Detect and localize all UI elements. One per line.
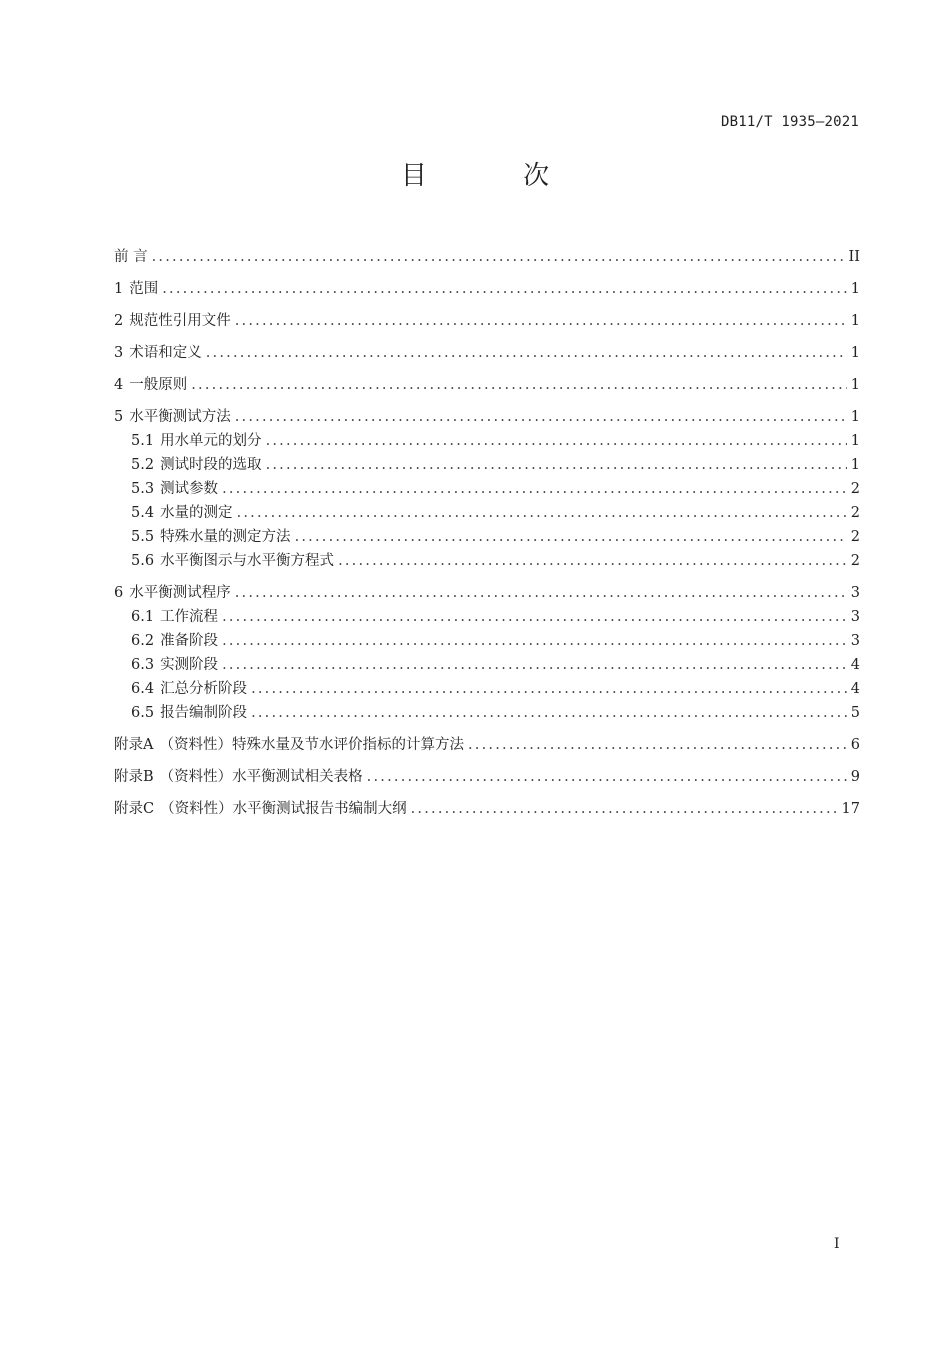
toc-entry-number: 附录B [114,769,154,785]
toc-leader-dots [367,765,847,789]
toc-entry-text: 水平衡测试程序 [129,585,231,601]
toc-entry-text: （资料性）水平衡测试报告书编制大纲 [160,801,407,817]
toc-entry-text: 报告编制阶段 [160,705,248,721]
toc-entry-text: 用水单元的划分 [160,433,262,449]
document-code: DB11/T 1935—2021 [720,114,859,130]
toc-entry[interactable] [114,733,860,757]
toc-entry-number: 6.2 [131,633,155,649]
toc-entry[interactable] [114,501,860,525]
toc-entry-label [131,453,262,477]
toc-entry-page: 3 [850,633,860,649]
toc-entry-text: 实测阶段 [160,657,219,673]
toc-entry-text: 术语和定义 [129,345,202,361]
toc-entry-page: 3 [850,585,860,601]
toc-entry-page: 17 [841,801,860,817]
toc-entry[interactable] [114,701,860,725]
toc-entry-page: 4 [850,681,860,697]
toc-entry-number: 2 [114,313,124,329]
toc-entry[interactable] [114,405,860,429]
toc-entry-label [114,309,231,333]
toc-entry[interactable] [114,797,860,821]
toc-entry-number: 5.6 [131,553,155,569]
toc-entry-page: 5 [850,705,860,721]
toc-entry[interactable] [114,309,860,333]
toc-entry-label [131,501,233,525]
toc-entry-text: （资料性）水平衡测试相关表格 [159,769,363,785]
toc-entry-page: 2 [850,481,860,497]
toc-leader-dots [237,501,847,525]
toc-entry-number: 1 [114,281,124,297]
toc-entry[interactable] [114,549,860,573]
toc-entry-number: 6.3 [131,657,155,673]
page-number: I [834,1236,840,1252]
toc-entry[interactable] [114,245,860,269]
toc-entry-label [114,765,363,789]
toc-entry-page: 1 [850,409,860,425]
toc-leader-dots [222,605,847,629]
toc-entry-text: （资料性）特殊水量及节水评价指标的计算方法 [159,737,464,753]
toc-entry-page: 1 [850,457,860,473]
toc-entry-number: 附录C [114,801,155,817]
toc-entry-label [131,477,218,501]
toc-entry-text: 规范性引用文件 [129,313,231,329]
toc-entry-number: 6.4 [131,681,155,697]
toc-entry-text: 准备阶段 [160,633,219,649]
toc-entry[interactable] [114,765,860,789]
toc-entry-text: 测试时段的选取 [160,457,262,473]
toc-entry[interactable] [114,525,860,549]
toc-entry-page: 4 [850,657,860,673]
toc-leader-dots [235,309,847,333]
toc-entry-label [131,653,218,677]
toc-entry-page: 9 [850,769,860,785]
toc-entry-number: 5.3 [131,481,155,497]
toc-entry[interactable] [114,581,860,605]
toc-entry-text: 水量的测定 [160,505,233,521]
toc-entry[interactable] [114,629,860,653]
toc-leader-dots [266,453,847,477]
toc-entry-text: 水平衡图示与水平衡方程式 [160,553,335,569]
toc-leader-dots [235,581,847,605]
toc-entry-text: 水平衡测试方法 [129,409,231,425]
toc-leader-dots [222,653,847,677]
toc-entry-text: 前 言 [114,249,148,265]
toc-entry-label [114,245,148,269]
toc-leader-dots [411,797,838,821]
toc-leader-dots [266,429,847,453]
toc-entry-text: 特殊水量的测定方法 [160,529,291,545]
toc-entry[interactable] [114,429,860,453]
toc-entry-number: 3 [114,345,124,361]
toc-entry-number: 5 [114,409,124,425]
toc-entry-label [131,525,291,549]
toc-entry[interactable] [114,277,860,301]
toc-entry[interactable] [114,341,860,365]
toc-entry-number: 6 [114,585,124,601]
toc-entry-page: 2 [850,505,860,521]
toc-entry-label [114,405,231,429]
toc-leader-dots [191,373,847,397]
toc-entry-text: 一般原则 [129,377,188,393]
toc-leader-dots [338,549,847,573]
toc-entry-page: 6 [850,737,860,753]
toc-leader-dots [235,405,847,429]
toc-entry-label [114,581,231,605]
toc-entry-number: 4 [114,377,124,393]
toc-leader-dots [152,245,845,269]
toc-entry-number: 5.1 [131,433,155,449]
toc-entry-label [131,701,247,725]
toc-entry-number: 6.1 [131,609,155,625]
toc-entry[interactable] [114,453,860,477]
toc-leader-dots [222,629,847,653]
toc-entry-text: 范围 [129,281,159,297]
toc-entry-label [114,373,187,397]
toc-entry-number: 5.2 [131,457,155,473]
toc-leader-dots [251,677,847,701]
toc-entry-label [114,797,407,821]
toc-entry-page: 2 [850,529,860,545]
toc-entry-label [131,429,262,453]
toc-leader-dots [162,277,847,301]
table-of-contents [114,245,860,821]
toc-leader-dots [468,733,847,757]
toc-entry-page: 1 [850,313,860,329]
toc-leader-dots [251,701,847,725]
toc-entry-text: 测试参数 [160,481,219,497]
toc-entry[interactable] [114,677,860,701]
toc-entry-page: II [848,249,860,265]
toc-entry[interactable] [114,373,860,397]
toc-entry-number: 6.5 [131,705,155,721]
toc-entry-label [131,605,218,629]
toc-entry-number: 5.5 [131,529,155,545]
toc-entry-text: 工作流程 [160,609,219,625]
toc-entry-label [114,277,158,301]
toc-entry-label [131,629,218,653]
toc-entry-page: 1 [850,345,860,361]
toc-entry[interactable] [114,605,860,629]
toc-leader-dots [206,341,847,365]
toc-entry-text: 汇总分析阶段 [160,681,248,697]
toc-entry[interactable] [114,477,860,501]
toc-entry-page: 1 [850,433,860,449]
toc-leader-dots [222,477,847,501]
toc-entry-page: 1 [850,281,860,297]
toc-entry-label [114,341,202,365]
toc-entry-page: 2 [850,553,860,569]
toc-leader-dots [295,525,847,549]
toc-entry-number: 附录A [114,737,154,753]
page-title: 目 次 [400,161,594,191]
toc-entry-page: 3 [850,609,860,625]
toc-entry-label [131,677,247,701]
toc-entry-label [114,733,464,757]
toc-entry[interactable] [114,653,860,677]
toc-entry-number: 5.4 [131,505,155,521]
toc-entry-page: 1 [850,377,860,393]
toc-entry-label [131,549,334,573]
